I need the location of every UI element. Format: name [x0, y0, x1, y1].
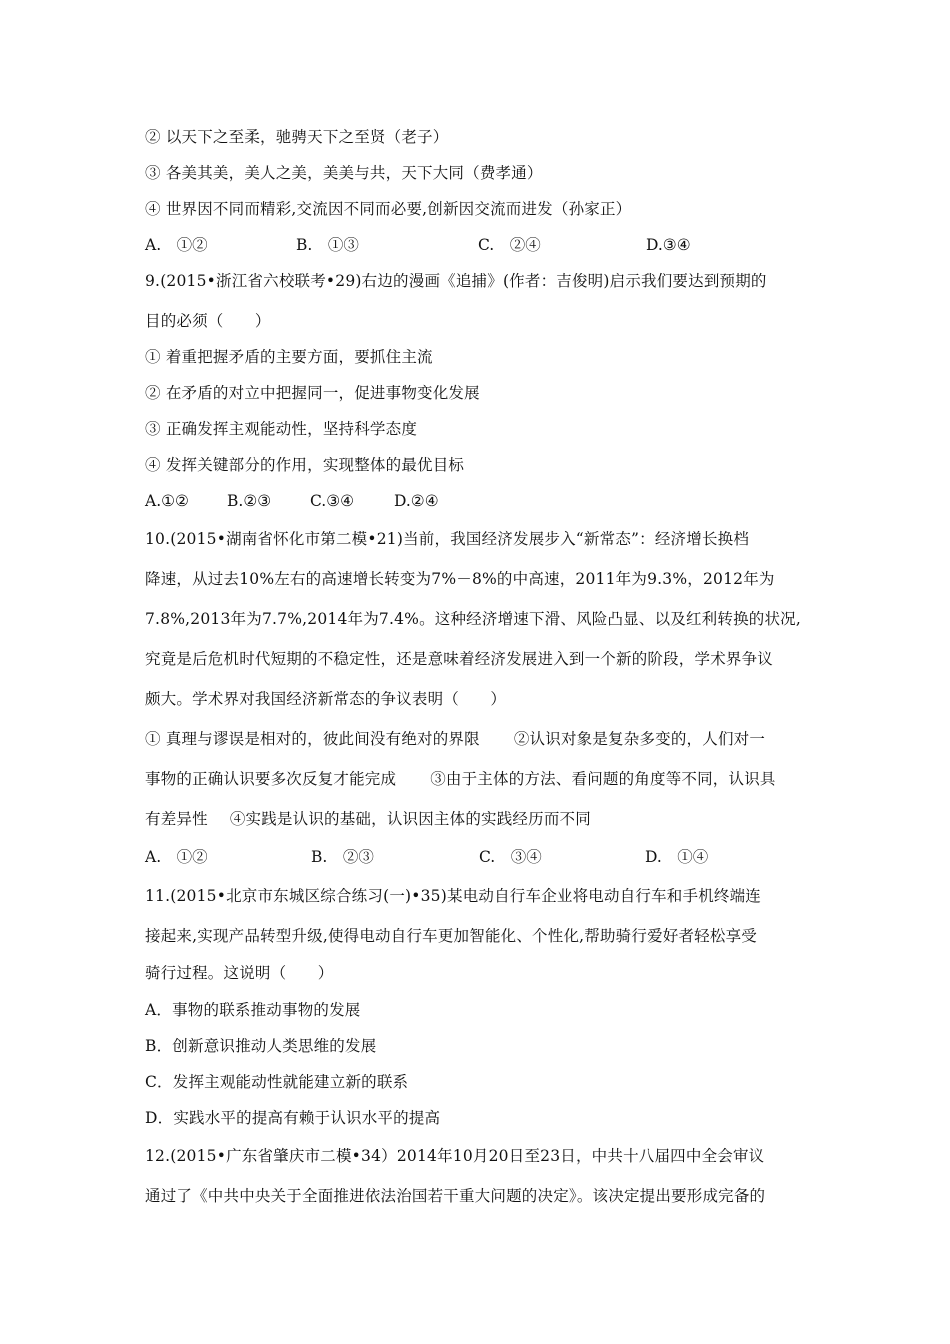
q10-option-a: A. ①② [145, 848, 208, 866]
q9-item-1: ① 着重把握矛盾的主要方面，要抓住主流 [145, 348, 433, 366]
q8-option-d: D.③④ [646, 236, 691, 254]
q11-option-a: A．事物的联系推动事物的发展 [145, 1001, 361, 1019]
q10-items-line-1 [145, 728, 765, 750]
q9-item-4: ④ 发挥关键部分的作用，实现整体的最优目标 [145, 456, 465, 474]
q11-option-b: B．创新意识推动人类思维的发展 [145, 1037, 377, 1055]
q11-option-c: C．发挥主观能动性就能建立新的联系 [145, 1073, 409, 1091]
q8-item-4: ④ 世界因不同而精彩,交流因不同而必要,创新因交流而进发（孙家正） [145, 200, 632, 218]
q10-stem-line-4: 究竟是后危机时代短期的不稳定性，还是意味着经济发展进入到一个新的阶段，学术界争议 [145, 650, 774, 668]
q10-stem-line-3: 7.8%,2013年为7.7%,2014年为7.4%。这种经济增速下滑、风险凸显、以及红利转换的状况, [145, 610, 802, 628]
q8-option-c: C. ②④ [478, 236, 541, 254]
q10-option-d: D. ①④ [645, 848, 709, 866]
q9-option-c: C.③④ [310, 492, 355, 510]
q8-option-b: B. ①③ [296, 236, 359, 254]
q9-option-d: D.②④ [394, 492, 439, 510]
q8-item-2: ② 以天下之至柔，驰骋天下之至贤（老子） [145, 128, 449, 146]
q9-stem-line-1: 9.(2015•浙江省六校联考•29)右边的漫画《追捕》(作者：吉俊明)启示我们要达到预期的 [145, 272, 767, 290]
q10-item-1: ① 真理与谬误是相对的，彼此间没有绝对的界限 [145, 730, 480, 748]
q11-stem-line-1: 11.(2015•北京市东城区综合练习(一)•35)某电动自行车企业将电动自行车和手机终端连 [145, 887, 761, 905]
q10-item-3-end: 有差异性 [145, 810, 208, 828]
q10-stem-line-5: 颇大。学术界对我国经济新常态的争议表明（ ） [145, 690, 507, 708]
q12-stem-line-1: 12.(2015•广东省肇庆市二模•34）2014年10月20日至23日，中共十八届四中全会审议 [145, 1147, 765, 1165]
q10-item-4: ④实践是认识的基础，认识因主体的实践经历而不同 [229, 810, 591, 828]
q12-stem-line-2: 通过了《中共中央关于全面推进依法治国若干重大问题的决定》。该决定提出要形成完备的 [145, 1187, 766, 1205]
q10-option-c: C. ③④ [479, 848, 542, 866]
q9-option-b: B.②③ [227, 492, 272, 510]
q10-option-b: B. ②③ [311, 848, 374, 866]
q10-item-2-end: 事物的正确认识要多次反复才能完成 [145, 770, 397, 788]
q11-stem-line-3: 骑行过程。这说明（ ） [145, 964, 334, 982]
q10-stem-line-1: 10.(2015•湖南省怀化市第二模•21)当前，我国经济发展步入“新常态”：经济增长换档 [145, 530, 750, 548]
q10-item-2-start: ②认识对象是复杂多变的，人们对一 [513, 730, 766, 748]
q9-option-a: A.①② [145, 492, 189, 510]
q10-item-3-start: ③由于主体的方法、看问题的角度等不同，认识具 [430, 770, 776, 788]
q9-stem-line-2: 目的必须（ ） [145, 312, 271, 330]
q10-items-line-2 [145, 768, 776, 790]
q11-option-d: D．实践水平的提高有赖于认识水平的提高 [145, 1109, 441, 1127]
q9-item-2: ② 在矛盾的对立中把握同一，促进事物变化发展 [145, 384, 480, 402]
q9-item-3: ③ 正确发挥主观能动性，坚持科学态度 [145, 420, 418, 438]
q10-items-line-3 [145, 808, 591, 830]
q10-stem-line-2: 降速，从过去10%左右的高速增长转变为7%－8%的中高速，2011年为9.3%，2012年为 [145, 570, 775, 588]
q8-item-3: ③ 各美其美，美人之美，美美与共，天下大同（费孝通） [145, 164, 543, 182]
q8-option-a: A. ①② [145, 236, 208, 254]
q11-stem-line-2: 接起来,实现产品转型升级,使得电动自行车更加智能化、个性化,帮助骑行爱好者轻松享受 [145, 927, 757, 945]
